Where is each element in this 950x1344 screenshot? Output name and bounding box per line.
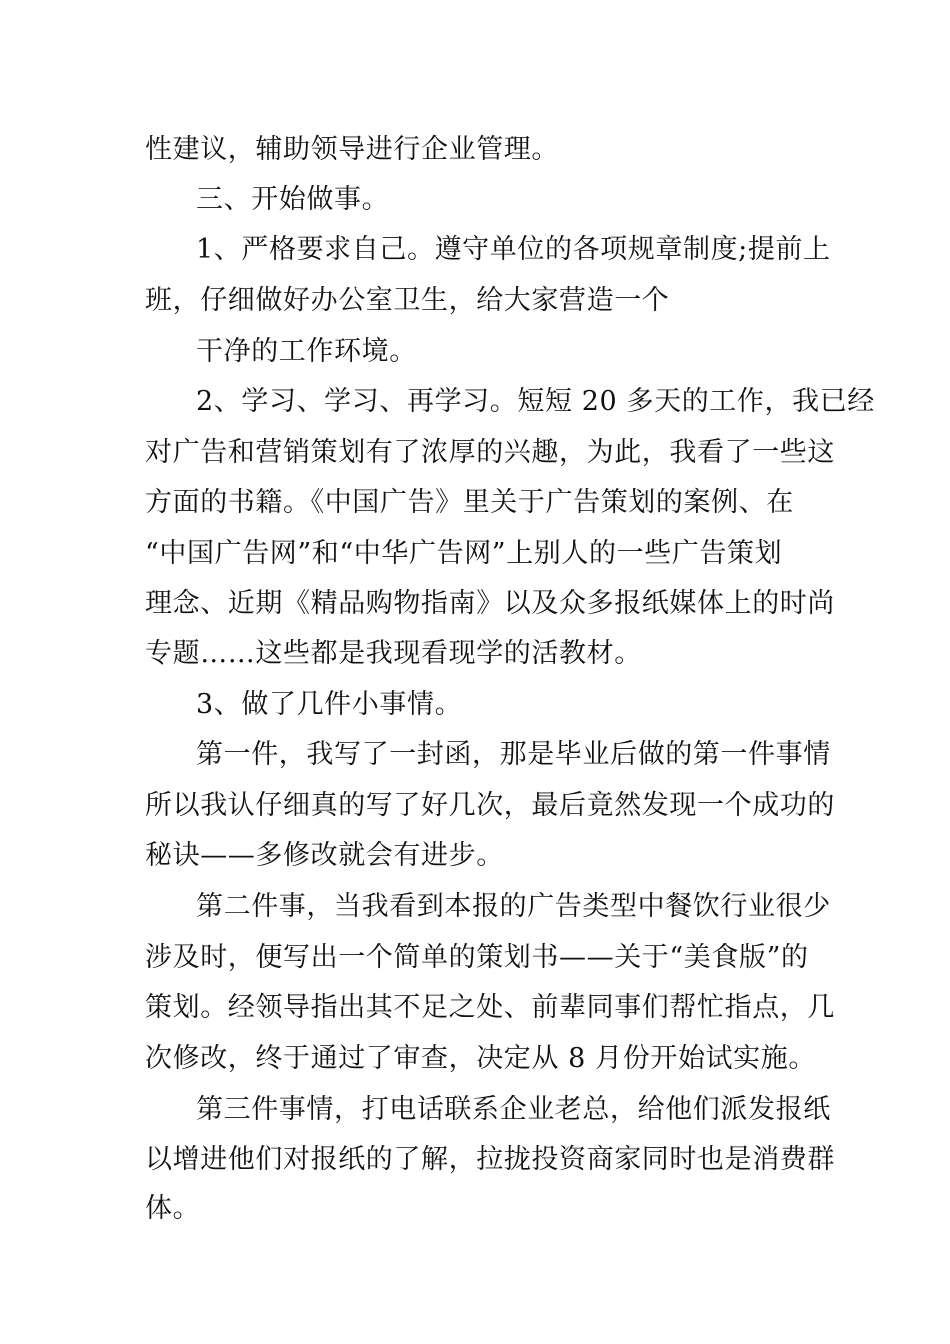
section-heading: 三、开始做事。 bbox=[196, 184, 390, 215]
text-line: 班，仔细做好办公室卫生，给大家营造一个 bbox=[145, 285, 670, 316]
text-line: 第二件事，当我看到本报的广告类型中餐饮行业很少 bbox=[196, 891, 831, 922]
text-line: 方面的书籍。《中国广告》里关于广告策划的案例、在 bbox=[145, 487, 794, 518]
text-line: 性建议，辅助领导进行企业管理。 bbox=[145, 134, 559, 165]
text-line: 涉及时，便写出一个简单的策划书——关于“美食版”的 bbox=[145, 942, 809, 973]
text-line: “中国广告网”和“中华广告网”上别人的一些广告策划 bbox=[145, 538, 783, 569]
text-line: 第一件，我写了一封函，那是毕业后做的第一件事情 bbox=[196, 739, 831, 770]
text-line: 理念、近期《精品购物指南》以及众多报纸媒体上的时尚 bbox=[145, 588, 835, 619]
text-line: 次修改，终于通过了审查，决定从 8 月份开始试实施。 bbox=[145, 1043, 816, 1074]
text-line: 对广告和营销策划有了浓厚的兴趣，为此，我看了一些这 bbox=[145, 437, 835, 468]
text-line: 干净的工作环境。 bbox=[196, 336, 417, 367]
text-line: 秘诀——多修改就会有进步。 bbox=[145, 840, 504, 871]
text-line: 体。 bbox=[145, 1193, 201, 1224]
text-line: 1、严格要求自己。遵守单位的各项规章制度;提前上 bbox=[196, 234, 831, 265]
text-line: 3、做了几件小事情。 bbox=[196, 689, 463, 720]
text-line: 所以我认仔细真的写了好几次，最后竟然发现一个成功的 bbox=[145, 790, 835, 821]
text-line: 专题……这些都是我现看现学的活教材。 bbox=[145, 638, 642, 669]
text-line: 第三件事情，打电话联系企业老总，给他们派发报纸 bbox=[196, 1094, 831, 1125]
text-line: 以增进他们对报纸的了解，拉拢投资商家同时也是消费群 bbox=[145, 1144, 835, 1175]
text-line: 策划。经领导指出其不足之处、前辈同事们帮忙指点，几 bbox=[145, 992, 835, 1023]
text-line: 2、学习、学习、再学习。短短 20 多天的工作，我已经 bbox=[196, 386, 875, 417]
